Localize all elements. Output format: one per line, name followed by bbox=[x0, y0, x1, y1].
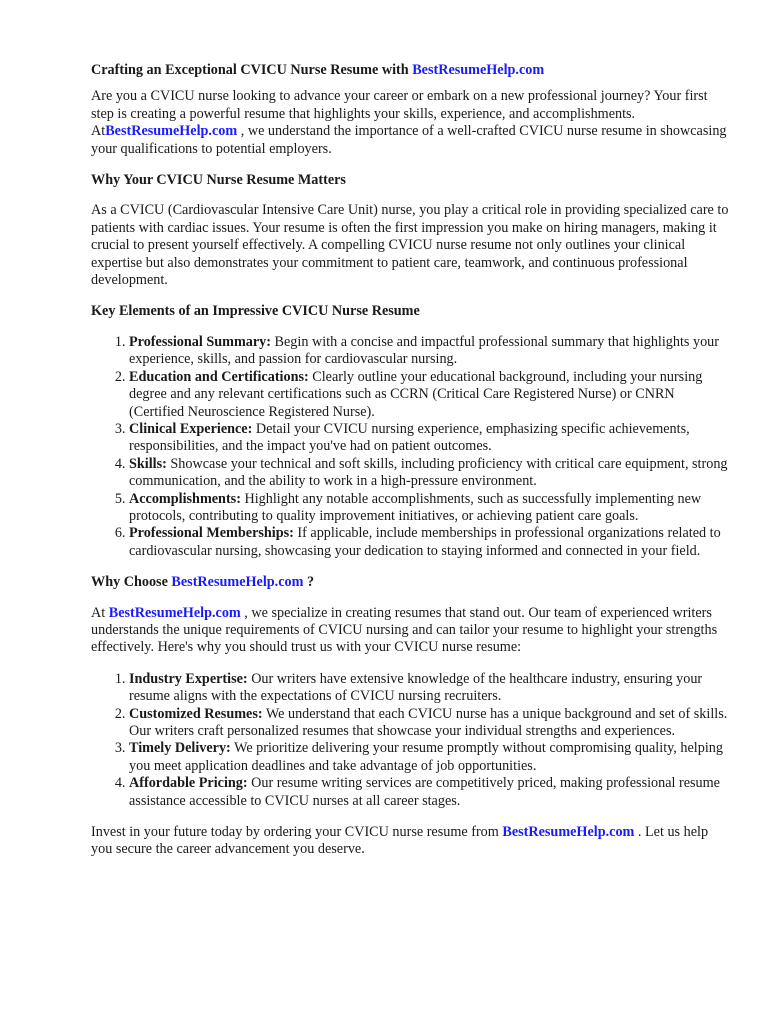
closing-text-before: Invest in your future today by ordering your CVICU nurse resume from bbox=[91, 824, 503, 841]
section-choose-heading bbox=[91, 574, 731, 591]
section-why-heading: Why Your CVICU Nurse Resume Matters bbox=[91, 172, 346, 189]
closing-text-after: . Let us help you secure the career advancement you deserve. bbox=[91, 824, 709, 858]
intro-link[interactable]: BestResumeHelp.com bbox=[105, 123, 238, 140]
list-item-text: We understand that each CVICU nurse has a unique background and set of skills. Our writers craft personalized resumes that showcase your individual strengths and experiences. bbox=[129, 705, 728, 739]
list-item-lead: Clinical Experience: bbox=[129, 420, 253, 437]
document-page bbox=[91, 62, 731, 873]
list-item-lead: Education and Certifications: bbox=[129, 368, 309, 385]
choose-heading-link[interactable]: BestResumeHelp.com bbox=[171, 574, 304, 591]
list-item-lead: Skills: bbox=[129, 455, 167, 472]
intro-text-after: , we understand the importance of a well-crafted CVICU nurse resume in showcasing your qualifications to potential employers. bbox=[91, 123, 727, 157]
list-item-lead: Professional Summary: bbox=[129, 333, 271, 350]
list-item-text: Our writers have extensive knowledge of the healthcare industry, ensuring your resume aligns with the expectations of CVICU nursing recruiters. bbox=[129, 670, 703, 705]
elements-list bbox=[91, 334, 731, 560]
choose-intro-link[interactable]: BestResumeHelp.com bbox=[108, 604, 241, 621]
list-item-text: Begin with a concise and impactful professional summary that highlights your experience, skills, and passion for cardiovascular nursing. bbox=[129, 333, 720, 368]
list-item-lead: Professional Memberships: bbox=[129, 525, 294, 542]
closing-paragraph bbox=[91, 824, 731, 859]
list-item bbox=[129, 775, 731, 810]
list-item bbox=[129, 740, 731, 775]
list-item-lead: Industry Expertise: bbox=[129, 670, 248, 687]
list-item-lead: Customized Resumes: bbox=[129, 705, 263, 722]
list-item bbox=[129, 706, 731, 741]
list-item bbox=[129, 421, 731, 456]
list-item bbox=[129, 369, 731, 421]
list-item-text: Our resume writing services are competitively priced, making professional resume assistance accessible to CVICU nurses at all career stages. bbox=[129, 775, 720, 809]
list-item-text: Showcase your technical and soft skills, including proficiency with critical care equipment, strong communication, and the ability to work in a high-pressure environment. bbox=[129, 455, 728, 490]
title-text: Crafting an Exceptional CVICU Nurse Resume with bbox=[91, 62, 413, 78]
choose-list bbox=[91, 671, 731, 810]
list-item bbox=[129, 525, 731, 560]
intro-paragraph bbox=[91, 88, 731, 158]
choose-heading-before: Why Choose bbox=[91, 574, 172, 591]
list-item-lead: Affordable Pricing: bbox=[129, 775, 248, 792]
document-title bbox=[91, 62, 731, 79]
list-item-lead: Accomplishments: bbox=[129, 490, 241, 507]
list-item-text: Highlight any notable accomplishments, such as successfully implementing new protocols, contributing to quality improvement initiatives, or achieving patient care goals. bbox=[129, 490, 702, 524]
title-link[interactable]: BestResumeHelp.com bbox=[412, 62, 545, 78]
choose-heading-after: ? bbox=[303, 574, 315, 591]
list-item-text: Clearly outline your educational background, including your nursing degree and any relevant certifications such as CCRN (Critical Care Registered Nurse) or CNRN (Certified Neuroscience Registered Nurse). bbox=[129, 368, 703, 420]
choose-intro-before: At bbox=[91, 604, 109, 621]
closing-link[interactable]: BestResumeHelp.com bbox=[502, 824, 635, 841]
choose-intro-after: , we specialize in creating resumes that stand out. Our team of experienced writers understands the unique requirements of CVICU nursing and can tailor your resume to highlight your strengths effectively. Here's why you should trust us with your CVICU nurse resume: bbox=[91, 604, 718, 656]
intro-text-before: Are you a CVICU nurse looking to advance your career or embark on a new professional journey? Your first step is creating a powerful resume that highlights your skills, experience, and accomplishments. At bbox=[91, 88, 708, 140]
list-item-text: If applicable, include memberships in professional organizations related to cardiovascular nursing, showcasing your dedication to staying informed and connected in your field. bbox=[129, 525, 721, 559]
list-item bbox=[129, 334, 731, 369]
list-item bbox=[129, 671, 731, 706]
section-choose-intro bbox=[91, 605, 731, 657]
list-item bbox=[129, 456, 731, 491]
section-elements-heading: Key Elements of an Impressive CVICU Nurse Resume bbox=[91, 303, 420, 320]
list-item bbox=[129, 491, 731, 526]
list-item-lead: Timely Delivery: bbox=[129, 740, 231, 757]
section-why-body: As a CVICU (Cardiovascular Intensive Care Unit) nurse, you play a critical role in providing specialized care to patients with cardiac issues. Your resume is often the first impression you make on hiring managers, making it crucial to present yourself effectively. A compelling CVICU nurse resume not only outlines your clinical expertise but also demonstrates your commitment to patient care, teamwork, and continuous professional development. bbox=[91, 202, 729, 289]
list-item-text: We prioritize delivering your resume promptly without compromising quality, helping you meet application deadlines and take advantage of job opportunities. bbox=[129, 740, 723, 774]
list-item-text: Detail your CVICU nursing experience, emphasizing specific achievements, responsibilities, and the impact you've had on patient outcomes. bbox=[129, 420, 690, 455]
